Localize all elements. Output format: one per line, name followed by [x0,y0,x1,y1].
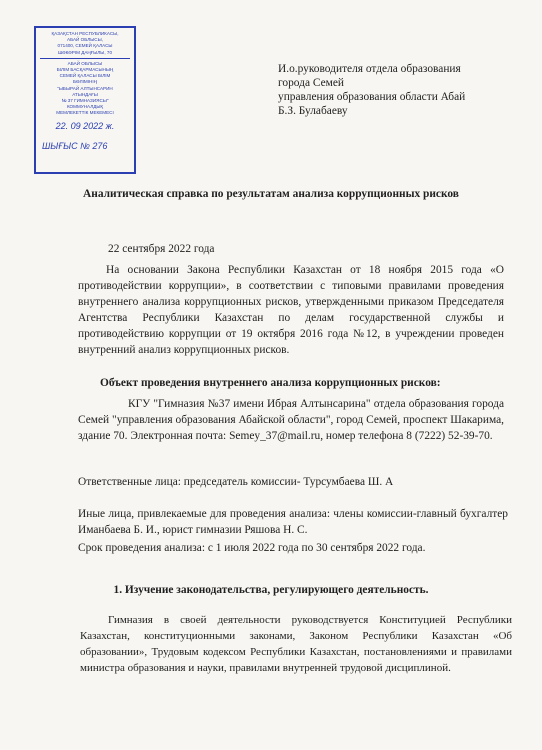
stamp-line: МЕМЛЕКЕТТІК МЕКЕМЕСІ [56,110,114,116]
paragraph-legislation: Гимназия в своей деятельности руководствуется Конституцией Республики Казахстан, конституционными законами, Законом Республики Казахстан «Об образовании», Трудовым кодексом Республики Казахстан, постановлениями и правилами министра образования и науки, правилами внутренней трудовой дисциплиной. [80,614,512,674]
stamp-line: КОММУНАЛДЫҚ [66,104,104,110]
addressee-line: города Семей [278,77,344,89]
registration-stamp [34,26,136,174]
object-heading: Объект проведения внутреннего анализа коррупционных рисков: [100,377,441,389]
stamp-number: ШЫҒЫС № 276 [42,140,108,151]
addressee-block [278,62,528,118]
paragraph-responsible: Ответственные лица: председатель комиссии- Турсумбаева Ш. А [78,476,394,488]
stamp-date: 22. 09 2022 ж. [55,120,115,131]
paragraph-other-persons: Иные лица, привлекаемые для проведения анализа: члены комиссии-главный бухгалтер Иманбаева Б. И., юрист гимназии Ряшова Н. С. [78,508,508,536]
stamp-line: АБАЙ ОБЛЫСЫ, [67,37,103,43]
document-date: 22 сентября 2022 года [108,243,215,255]
stamp-header [38,31,132,56]
stamp-line: БӨЛІМІНІҢ [73,79,97,85]
stamp-body [38,61,132,117]
stamp-line: ШӘКӘРІМ ДАҢҒЫЛЫ, 70 [57,49,113,55]
stamp-divider [40,58,130,59]
stamp-line: 071400, СЕМЕЙ ҚАЛАСЫ [57,43,113,49]
paragraph-object: КГУ "Гимназия №37 имени Ибрая Алтынсарина" отдела образования города Семей "управления образования Абайской области", город Семей, проспект Шакарима, здание 70. Электронная почта: Semey_37@mail.ru, номер телефона 8 (7222) 52-39-70. [78,398,504,442]
stamp-line: БІЛІМ БАСҚАРМАСЫНЫҢ [56,67,114,73]
stamp-line: СЕМЕЙ ҚАЛАСЫ БІЛІМ [59,73,111,79]
section-heading: 1. Изучение законодательства, регулирующего деятельность. [113,584,429,596]
stamp-line: "ЫБЫРАЙ АЛТЫНСАРИН [57,85,113,91]
stamp-line: ҚАЗАҚСТАН РЕСПУБЛИКАСЫ, [51,31,119,36]
document-title: Аналитическая справка по результатам анализа коррупционных рисков [83,188,459,200]
addressee-line: Б.З. Булабаеву [278,105,348,117]
addressee-line: И.о.руководителя отдела образования [278,63,461,75]
addressee-line: управления образования области Абай [278,91,466,103]
paragraph-basis: На основании Закона Республики Казахстан от 18 ноября 2015 года «О противодействии коррупции», в соответствии с типовыми правилами проведения внутреннего анализа коррупционных рисков, утвержденными приказом Председателя Агентства Республики Казахстан по делам государственной службы и противодействию коррупции от 19 октября 2016 года №12, в учреждении проведен внутренний анализ коррупционных рисков. [78,264,504,356]
stamp-line: № 37 ГИМНАЗИЯСЫ" [61,98,109,104]
stamp-line: АБАЙ ОБЛЫСЫ [67,60,103,66]
paragraph-period: Срок проведения анализа: с 1 июля 2022 года по 30 сентября 2022 года. [78,542,426,554]
stamp-line: АТЫНДАҒЫ [72,91,98,97]
